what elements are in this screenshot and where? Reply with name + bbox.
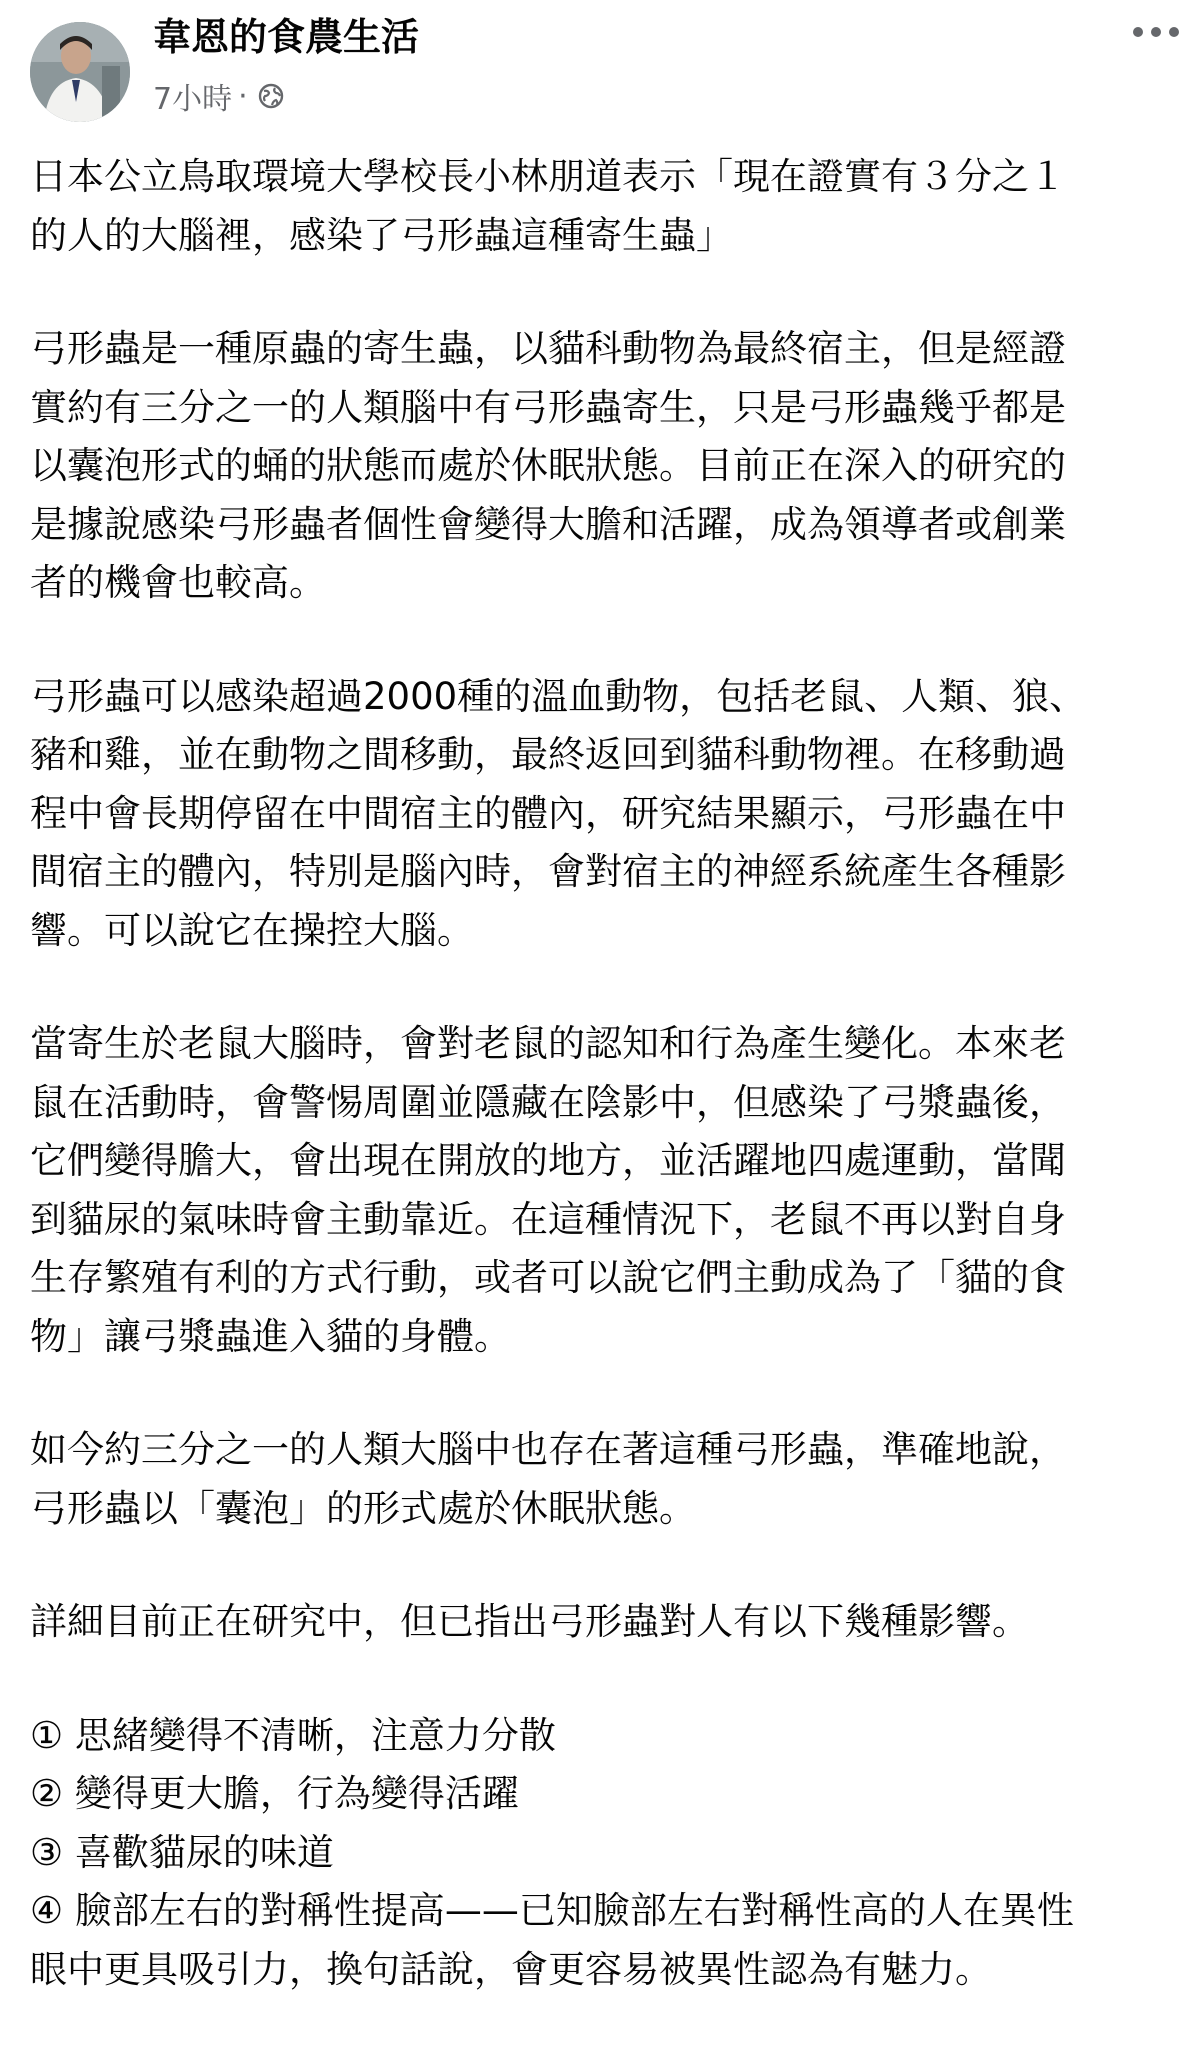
- text-line: 響。可以說它在操控大腦。: [30, 908, 474, 952]
- list-item: ③ 喜歡貓尿的味道: [30, 1830, 334, 1874]
- globe-icon: [256, 81, 286, 111]
- paragraph-1: [30, 148, 1180, 265]
- text-line: 是據說感染弓形蟲者個性會變得大膽和活躍，成為領導者或創業: [30, 502, 1066, 546]
- text-line: 它們變得膽大，會出現在開放的地方，並活躍地四處運動，當聞: [30, 1139, 1066, 1182]
- text-line: 物」讓弓漿蟲進入貓的身體。: [30, 1314, 511, 1358]
- avatar[interactable]: [30, 22, 130, 122]
- list-item: ④ 臉部左右的對稱性提高——已知臉部左右對稱性高的人在異性: [30, 1889, 1074, 1932]
- text-line: 的人的大腦裡，感染了弓形蟲這種寄生蟲」: [30, 213, 733, 257]
- paragraph-3: [30, 668, 1180, 961]
- post-header: [0, 0, 1197, 130]
- paragraph-5: [30, 1421, 1180, 1538]
- paragraph-6: [30, 1593, 1180, 1652]
- paragraph-2: [30, 320, 1180, 613]
- more-horizontal-icon: [1132, 26, 1180, 38]
- list-item: ① 思緒變得不清晰，注意力分散: [30, 1713, 556, 1757]
- paragraph-4: [30, 1015, 1180, 1366]
- text-line: 豬和雞，並在動物之間移動，最終返回到貓科動物裡。在移動過: [30, 733, 1066, 776]
- list-item: ② 變得更大膽，行為變得活躍: [30, 1772, 519, 1815]
- page-name[interactable]: 韋恩的食農生活: [153, 15, 420, 59]
- list-item: 眼中更具吸引力，換句話說，會更容易被異性認為有魅力。: [30, 1947, 992, 1991]
- text-line: 弓形蟲以「囊泡」的形式處於休眠狀態。: [30, 1486, 696, 1530]
- text-line: 間宿主的體內，特別是腦內時，會對宿主的神經系統產生各種影: [30, 850, 1066, 893]
- text-line: 弓形蟲是一種原蟲的寄生蟲，以貓科動物為最終宿主，但是經證: [30, 327, 1066, 370]
- text-line: 如今約三分之一的人類大腦中也存在著這種弓形蟲，準確地說，: [30, 1428, 1066, 1471]
- text-line: 詳細目前正在研究中，但已指出弓形蟲對人有以下幾種影響。: [30, 1600, 1029, 1643]
- text-line: 實約有三分之一的人類腦中有弓形蟲寄生，只是弓形蟲幾乎都是: [30, 385, 1066, 429]
- post-text: [30, 148, 1180, 1999]
- text-line: 鼠在活動時，會警惕周圍並隱藏在陰影中，但感染了弓漿蟲後，: [30, 1080, 1066, 1124]
- post-timestamp[interactable]: 7小時: [153, 82, 233, 117]
- text-line: 到貓尿的氣味時會主動靠近。在這種情況下，老鼠不再以對自身: [30, 1197, 1066, 1241]
- text-line: 生存繁殖有利的方式行動，或者可以說它們主動成為了「貓的食: [30, 1256, 1066, 1299]
- text-line: 弓形蟲可以感染超過2000種的溫血動物，包括老鼠、人類、狼、: [30, 674, 1087, 718]
- more-options-button[interactable]: [1128, 12, 1184, 52]
- effects-list: [30, 1707, 1180, 2000]
- text-line: 者的機會也較高。: [30, 561, 326, 604]
- text-line: 程中會長期停留在中間宿主的體內，研究結果顯示，弓形蟲在中: [30, 791, 1066, 835]
- meta-separator: ·: [238, 78, 248, 114]
- text-line: 當寄生於老鼠大腦時，會對老鼠的認知和行為產生變化。本來老: [30, 1022, 1066, 1065]
- text-line: 以囊泡形式的蛹的狀態而處於休眠狀態。目前正在深入的研究的: [30, 444, 1066, 487]
- text-line: 日本公立鳥取環境大學校長小林朋道表示「現在證實有３分之１: [30, 155, 1066, 198]
- post-meta: [153, 76, 286, 116]
